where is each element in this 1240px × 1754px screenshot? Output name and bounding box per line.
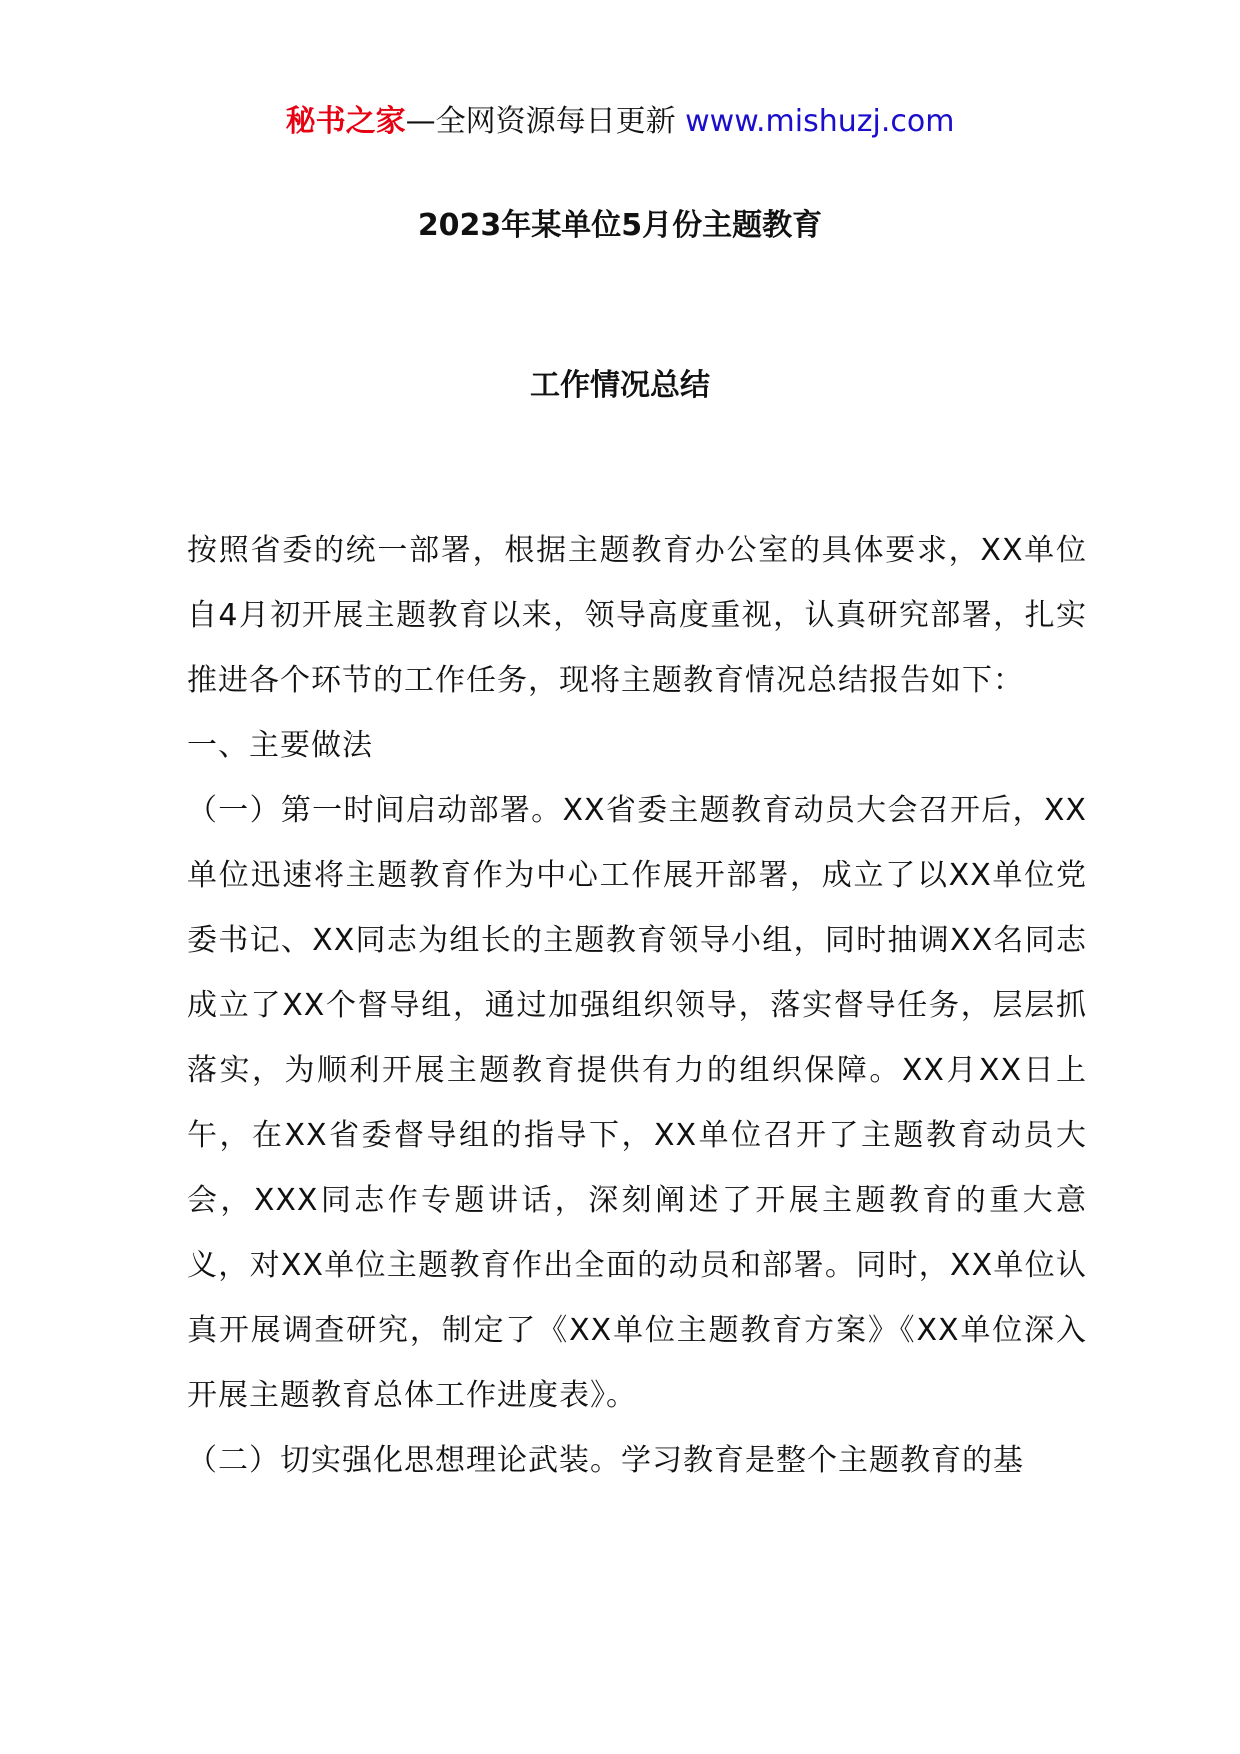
document-title-line-2: 工作情况总结 [530, 368, 710, 403]
brand-name: 秘书之家 [285, 104, 406, 139]
document-title-line-1: 2023年某单位5月份主题教育 [417, 208, 823, 243]
site-header [0, 100, 1240, 144]
intro-paragraph: 按照省委的统一部署，根据主题教育办公室的具体要求，XX单位自4月初开展主题教育以来，领导高度重视，认真研究部署，扎实推进各个环节的工作任务，现将主题教育情况总结报告如下： [187, 533, 1087, 698]
section-heading: 一、主要做法 [187, 728, 373, 763]
list-item-paragraph: （一）第一时间启动部署。XX省委主题教育动员大会召开后，XX单位迅速将主题教育作为中心工作展开部署，成立了以XX单位党委书记、XX同志为组长的主题教育领导小组，同时抽调XX名同志成立了XX个督导组，通过加强组织领导，落实督导任务，层层抓落实，为顺利开展主题教育提供有力的组织保障。XX月XX日上午，在XX省委督导组的指导下，XX单位召开了主题教育动员大会，XXX同志作专题讲话，深刻阐述了开展主题教育的重大意义，对XX单位主题教育作出全面的动员和部署。同时，XX单位认真开展调查研究，制定了《XX单位主题教育方案》《XX单位深入开展主题教育总体工作进度表》。 [187, 793, 1087, 1413]
site-url-link[interactable]: www.mishuzj.com [685, 104, 955, 139]
header-tagline: —全网资源每日更新 [405, 104, 676, 139]
list-item-paragraph: （二）切实强化思想理论武装。学习教育是整个主题教育的基 [187, 1443, 1024, 1478]
document-body [187, 518, 1087, 1493]
